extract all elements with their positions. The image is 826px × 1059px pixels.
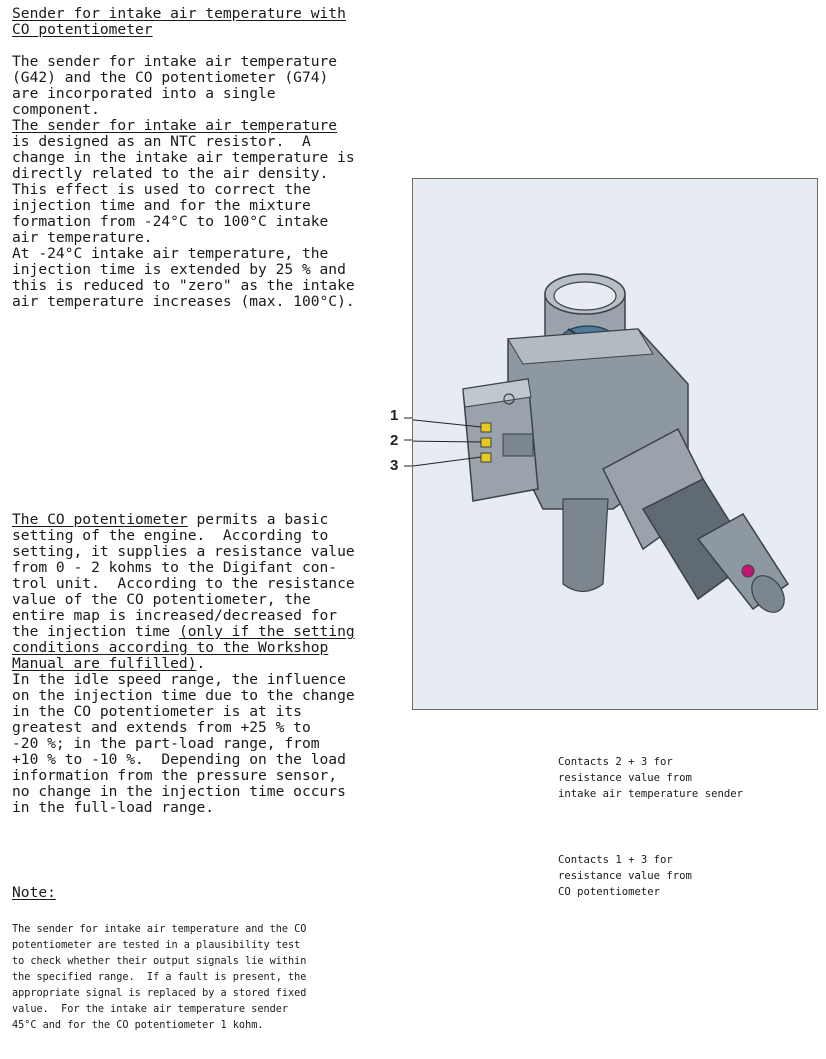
label-contact-1: 1 bbox=[390, 407, 399, 424]
co-condition-2: conditions according to the Workshop bbox=[12, 639, 329, 656]
co-text-b: setting of the engine. According to setting, it supplies a resistance value from 0 - 2 kohms to the Digifant con- trol unit. According to the resistance value of the CO potentiometer, the entire map is increased/decreased for the injection time bbox=[12, 527, 355, 640]
section-title-line-2: CO potentiometer bbox=[12, 21, 153, 38]
caption-contacts-1-3 bbox=[558, 852, 818, 900]
sensor-probe bbox=[603, 429, 791, 618]
intro-paragraph: The sender for intake air temperature (G42) and the CO potentiometer (G74) are incorporated into a single component. bbox=[12, 53, 338, 118]
caption-1-text: Contacts 2 + 3 for resistance value from intake air temperature sender bbox=[558, 756, 743, 800]
idle-paragraph: In the idle speed range, the influence on the injection time due to the change in the CO potentiometer is at its greatest and extends from +25 % to -20 %; in the part-load range, from +10 % to -10 %. Depending on the load information from the pressure sensor, no change in the injection time occurs in the full-load range. bbox=[12, 671, 355, 816]
label-contact-3: 3 bbox=[390, 457, 399, 474]
caption-contacts-2-3 bbox=[558, 754, 818, 802]
co-text-a: permits a basic bbox=[187, 511, 329, 528]
intake-sender-section bbox=[12, 6, 384, 310]
co-condition-1: (only if the setting bbox=[178, 623, 355, 640]
co-text-c: . bbox=[196, 655, 206, 672]
spacer bbox=[12, 38, 384, 54]
co-potentiometer-section bbox=[12, 512, 384, 816]
co-paragraph bbox=[12, 512, 384, 672]
label-contact-2: 2 bbox=[390, 432, 399, 449]
co-condition-3: Manual are fulfilled) bbox=[12, 655, 197, 672]
ntc-paragraph: is designed as an NTC resistor. A change in the intake air temperature is directly related to the air density. This effect is used to correct the injection time and for the mixture formation from -24°C to 100°C intake air temperature. At -24°C intake air temperature, the injection time is extended by 25 % and this is reduced to "zero" as the intake air temperature increases (max. 100°C). bbox=[12, 133, 355, 310]
caption-2-text: Contacts 1 + 3 for resistance value from CO potentiometer bbox=[558, 854, 692, 898]
note-heading: Note: bbox=[12, 884, 56, 901]
section-title-line-1: Sender for intake air temperature with bbox=[12, 5, 346, 22]
leader-lines bbox=[400, 400, 490, 480]
probe-tip-dot bbox=[742, 565, 754, 577]
note-body: The sender for intake air temperature and the CO potentiometer are tested in a plausibility test to check whether their output signals lie within the specified range. If a fault is present, the appropriate signal is replaced by a stored fixed value. For the intake air temperature sender 45°C and for the CO potentiometer 1 kohm. bbox=[12, 924, 307, 1031]
co-heading: The CO potentiometer bbox=[12, 511, 188, 528]
ntc-heading: The sender for intake air temperature bbox=[12, 117, 338, 134]
